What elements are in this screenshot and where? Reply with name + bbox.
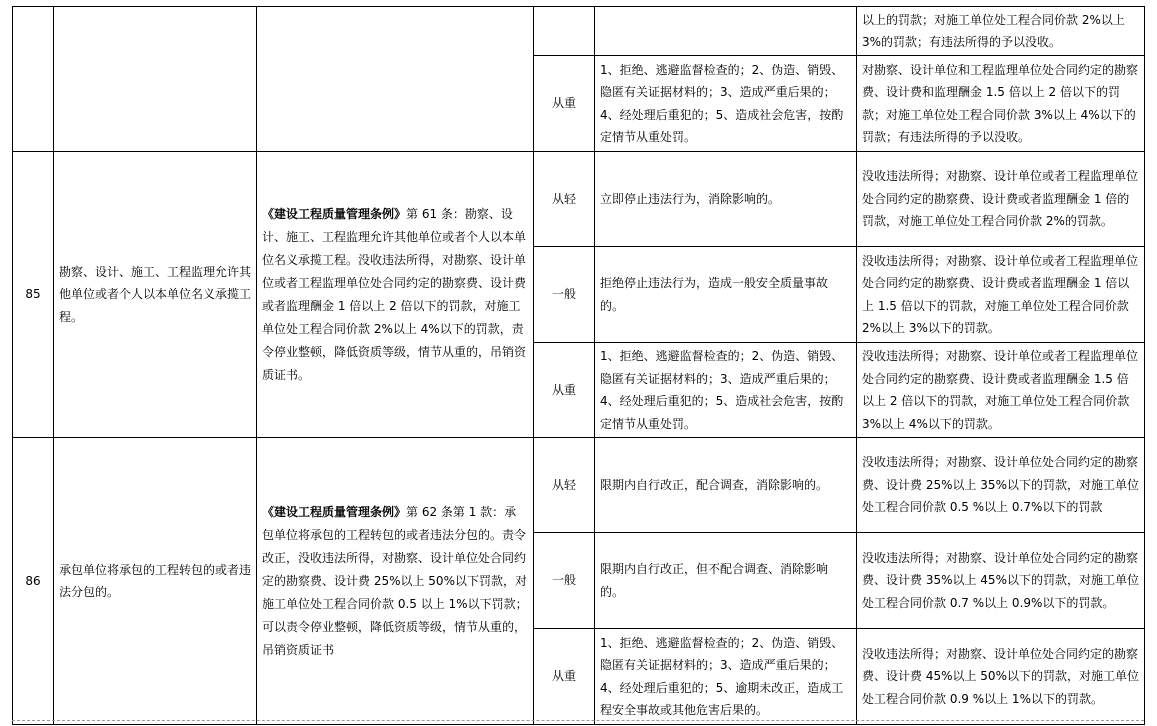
law-title: 《建设工程质量管理条例》 [262,504,407,519]
basis-cell [257,7,534,152]
law-text: 第 62 条第 1 款：承包单位将承包的工程转包的或者违法分包的。责令改正，没收违法所得，对勘察、设计单位处合同约定的勘察费、设计费 25%以上 50%以下罚款，对施工单位处工程合同价款 0.5 以上 1%以下罚款；可以责令停业整顿，降低资质等级，情节从重的，吊销资质证书 [262,504,528,657]
table-row [13,152,1145,247]
circumstance-cell: 1、拒绝、逃避监督检查的；2、伪造、销毁、隐匿有关证据材料的；3、造成严重后果的；4、经处理后重犯的；5、逾期未改正，造成工程安全事故或其他危害后果的。 [595,629,857,725]
penalty-discretion-table [12,6,1145,725]
number-cell [13,7,54,152]
level-cell: 从重 [534,343,595,438]
level-cell: 从轻 [534,152,595,247]
circumstance-cell: 限期内自行改正，配合调查，消除影响的。 [595,438,857,533]
level-cell: 一般 [534,247,595,343]
level-cell: 从重 [534,56,595,152]
penalty-cell: 没收违法所得；对勘察、设计单位或者工程监理单位处合同约定的勘察费、设计费或者监理酬金 1 倍的罚款，对施工单位处工程合同价款 2%的罚款。 [857,152,1145,247]
behavior-cell [54,7,257,152]
item-number: 85 [13,152,54,438]
circumstance-cell: 1、拒绝、逃避监督检查的；2、伪造、销毁、隐匿有关证据材料的；3、造成严重后果的；4、经处理后重犯的；5、造成社会危害，按酌定情节从重处罚。 [595,343,857,438]
level-cell: 从重 [534,629,595,725]
circumstance-cell: 1、拒绝、逃避监督检查的；2、伪造、销毁、隐匿有关证据材料的；3、造成严重后果的；4、经处理后重犯的；5、造成社会危害，按酌定情节从重处罚。 [595,56,857,152]
violation-behavior: 勘察、设计、施工、工程监理允许其他单位或者个人以本单位名义承揽工程。 [54,152,257,438]
law-title: 《建设工程质量管理条例》 [262,206,407,221]
circumstance-cell: 立即停止违法行为，消除影响的。 [595,152,857,247]
legal-basis [257,152,534,438]
circumstance-cell: 拒绝停止违法行为，造成一般安全质量事故的。 [595,247,857,343]
level-cell: 从轻 [534,438,595,533]
penalty-cell: 没收违法所得；对勘察、设计单位或者工程监理单位处合同约定的勘察费、设计费或者监理酬金 1.5 倍以上 2 倍以下的罚款，对施工单位处工程合同价款 3%以上 4%以下的罚款。 [857,343,1145,438]
penalty-cell: 没收违法所得；对勘察、设计单位处合同约定的勘察费、设计费 25%以上 35%以下的罚款，对施工单位处工程合同价款 0.5 %以上 0.7%以下的罚款 [857,438,1145,533]
level-cell: 一般 [534,533,595,629]
item-number: 86 [13,438,54,725]
penalty-cell: 没收违法所得；对勘察、设计单位或者工程监理单位处合同约定的勘察费、设计费或者监理酬金 1 倍以上 1.5 倍以下的罚款，对施工单位处工程合同价款 2%以上 3%以下的罚款。 [857,247,1145,343]
level-cell [534,7,595,56]
table-row [13,7,1145,56]
page-break-line [12,720,1144,721]
circumstance-cell [595,7,857,56]
circumstance-cell: 限期内自行改正，但不配合调查、消除影响的。 [595,533,857,629]
violation-behavior: 承包单位将承包的工程转包的或者违法分包的。 [54,438,257,725]
legal-basis [257,438,534,725]
table-row [13,438,1145,533]
penalty-cell: 以上的罚款；对施工单位处工程合同价款 2%以上 3%的罚款；有违法所得的予以没收。 [857,7,1145,56]
law-text: 第 61 条：勘察、设计、施工、工程监理允许其他单位或者个人以本单位名义承揽工程。没收违法所得，对勘察、设计单位或者工程监理单位处合同约定的勘察费、设计费或者监理酬金 1 倍以上 2 倍以下的罚款，对施工单位处工程合同价款 2%以上 4%以下的罚款，责令停业整顿，降低资质等级，情节从重的，吊销资质证书。 [262,206,527,382]
penalty-cell: 对勘察、设计单位和工程监理单位处合同约定的勘察费、设计费和监理酬金 1.5 倍以上 2 倍以下的罚款；对施工单位处工程合同价款 3%以上 4%以下的罚款；有违法所得的予以没收。 [857,56,1145,152]
penalty-cell: 没收违法所得；对勘察、设计单位处合同约定的勘察费、设计费 35%以上 45%以下的罚款，对施工单位处工程合同价款 0.7 %以上 0.9%以下的罚款。 [857,533,1145,629]
penalty-cell: 没收违法所得；对勘察、设计单位处合同约定的勘察费、设计费 45%以上 50%以下的罚款，对施工单位处工程合同价款 0.9 %以上 1%以下的罚款。 [857,629,1145,725]
